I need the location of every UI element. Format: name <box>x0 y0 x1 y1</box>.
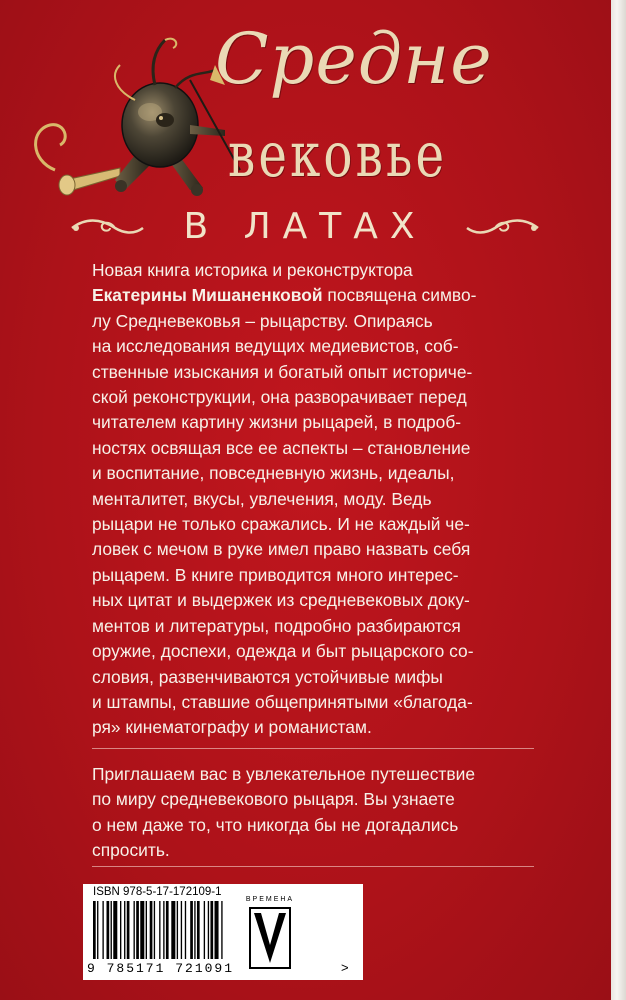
divider-top <box>92 748 534 749</box>
description-line: рыцари не только сражались. И не каждый че- <box>92 514 470 535</box>
description-line: читателем картину жизни рыцарей, в подроб- <box>92 412 462 433</box>
barcode-arrow: > <box>341 960 349 975</box>
barcode-block <box>83 884 363 980</box>
description-line: ловек с мечом в руке имел право назвать себя <box>92 539 471 560</box>
right-flourish-icon <box>465 214 540 242</box>
subtitle-row <box>70 200 540 256</box>
invitation-line: по миру средневекового рыцаря. Вы узнаете <box>92 789 455 810</box>
description-line: оружие, доспехи, одежда и быт рыцарского со- <box>92 641 474 662</box>
publisher-logo <box>245 893 295 973</box>
isbn-label: ISBN 978-5-17-172109-1 <box>93 886 222 898</box>
author-name: Екатерины Мишаненковой <box>92 285 323 306</box>
title-line-2: вековье <box>228 118 448 191</box>
publisher-v-icon <box>249 907 291 969</box>
page-edge <box>611 0 626 1000</box>
description-line: ностях освящая все ее аспекты – становление <box>92 437 471 458</box>
barcode-digits: 9 785171 721091 <box>87 961 235 976</box>
invitation-text <box>92 762 534 864</box>
invitation-line: спросить. <box>92 840 170 861</box>
description-line: Новая книга историка и реконструктора <box>92 260 413 280</box>
description-line <box>92 283 534 308</box>
description-line: и воспитание, повседневную жизнь, идеалы, <box>92 463 455 484</box>
description-line: ственные изыскания и богатый опыт историче- <box>92 361 473 382</box>
description-line: и штампы, ставшие общепринятыми «благода- <box>92 691 473 712</box>
invitation-line: Приглашаем вас в увлекательное путешествие <box>92 764 476 784</box>
description-line: ментов и литературы, подробно разбираются <box>92 615 461 636</box>
book-description <box>92 258 534 741</box>
description-line: словия, развенчиваются устойчивые мифы <box>92 666 443 687</box>
publisher-name: ВРЕМЕНА <box>245 896 295 903</box>
subtitle: В ЛАТАХ <box>183 206 427 247</box>
description-line-tail: посвящена симво- <box>327 285 477 306</box>
title-line-1: Средне <box>215 18 493 100</box>
description-line: лу Средневековья – рыцарству. Опираясь <box>92 310 433 331</box>
description-line: рыцарем. В книге приводится много интерес- <box>92 564 459 585</box>
description-line: ных цитат и выдержек из средневековых доку- <box>92 590 470 611</box>
description-line: на исследования ведущих медиевистов, соб- <box>92 336 459 357</box>
description-line: ря» кинематографу и романистам. <box>92 717 372 738</box>
divider-bottom <box>92 866 534 867</box>
description-line: ской реконструкции, она разворачивает перед <box>92 387 467 408</box>
invitation-line: о нем даже то, что никогда бы не догадались <box>92 814 459 835</box>
description-line: менталитет, вкусы, увлечения, моду. Ведь <box>92 488 432 509</box>
